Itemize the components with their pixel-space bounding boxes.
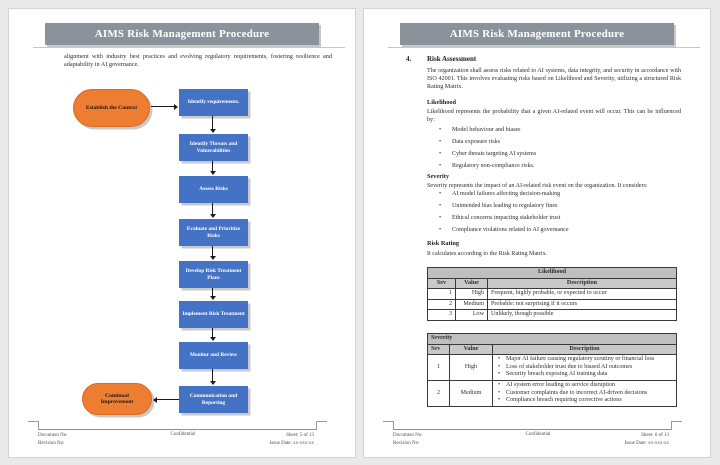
footer-confidential: Confidential	[525, 432, 551, 437]
list-item-text: Customer complaints due to incorrect AI-driven decisions	[506, 389, 648, 396]
table-row	[428, 310, 677, 321]
arrow-down-icon	[209, 369, 216, 385]
column-header-sev: Sev	[428, 344, 450, 355]
list-item-text: Regulatory non-compliance risks.	[452, 163, 535, 170]
bullet-icon: •	[498, 389, 501, 396]
arrow-down-icon	[209, 288, 216, 300]
footer-border-left	[383, 421, 394, 430]
bullet-icon: •	[439, 203, 442, 210]
list-item-text: AI model failures affecting decision-making	[452, 191, 561, 197]
cell-sev: 2	[428, 299, 456, 310]
footer-border-right	[316, 421, 327, 430]
column-header-description: Description	[493, 344, 677, 355]
footer-revision-no: Revision No:	[393, 440, 420, 446]
cell-description: Frequent, highly probable, or expected to occur	[488, 289, 677, 300]
document-page-6	[363, 8, 711, 458]
header-divider	[33, 47, 345, 48]
footer-issue-date: Issue Date: xx-xxx-xx	[269, 440, 314, 446]
list-item	[496, 397, 673, 405]
footer-issue-date: Issue Date: xx-xxx-xx	[624, 440, 669, 446]
risk-rating-heading: Risk Rating	[427, 240, 460, 247]
arrow-shaft	[212, 328, 213, 337]
likelihood-heading: Likelihood	[427, 99, 457, 106]
list-item-text: AI system error leading to service disruption	[506, 382, 615, 389]
arrow-head	[210, 296, 216, 300]
bullet-icon: •	[498, 371, 501, 378]
cell-description	[493, 355, 677, 381]
cell-sev: 1	[428, 289, 456, 300]
footer-sheet: Sheet: 6 of 13	[641, 433, 669, 438]
list-item	[439, 191, 681, 199]
bullet-icon: •	[498, 363, 501, 370]
table-row	[428, 355, 677, 381]
arrow-head	[174, 104, 178, 110]
page-header-banner: AIMS Risk Management Procedure	[45, 23, 319, 45]
list-item-text: Data exposure risks	[452, 139, 501, 146]
table-title: Severity	[428, 334, 677, 345]
bullet-icon: •	[439, 151, 442, 158]
list-item	[439, 227, 681, 235]
list-item	[496, 371, 673, 379]
bullet-icon: •	[498, 397, 501, 404]
arrow-shaft	[212, 161, 213, 171]
footer-document-no: Document No:	[393, 433, 423, 438]
bullet-icon: •	[439, 139, 442, 146]
arrow-right-icon	[151, 103, 178, 110]
list-item	[496, 382, 673, 390]
flow-step-1: Identify requirements.	[179, 89, 248, 116]
bullet-icon: •	[439, 163, 442, 170]
list-item-text: Compliance breach requiring corrective actions	[506, 397, 622, 404]
header-divider	[388, 47, 700, 48]
list-item-text: Security breach exposing AI training data	[506, 371, 608, 378]
list-item	[439, 203, 681, 211]
arrow-head	[210, 381, 216, 385]
bullet-icon: •	[439, 215, 442, 222]
arrow-head	[210, 214, 216, 218]
list-item-text: Compliance violations related to AI governance	[452, 227, 569, 234]
cell-sev: 1	[428, 355, 450, 381]
flow-step-5: Develop Risk Treatment Plans	[179, 261, 248, 288]
intro-paragraph: alignment with industry best practices and evolving regulatory requirements, fostering resilience and adaptability in AI governance.	[64, 53, 332, 69]
footer-sheet: Sheet: 5 of 13	[286, 433, 314, 438]
flow-step-3: Assess Risks	[179, 176, 248, 203]
arrow-shaft	[212, 246, 213, 256]
cell-description: Unlikely, though possible	[488, 310, 677, 321]
footer-document-no: Document No:	[38, 433, 68, 438]
list-item	[439, 151, 681, 159]
footer-sheet-info	[625, 432, 669, 447]
arrow-shaft	[212, 203, 213, 214]
arrow-head	[210, 129, 216, 133]
footer-confidential: Confidential	[170, 432, 196, 437]
arrow-down-icon	[209, 161, 216, 175]
cell-description	[493, 381, 677, 407]
list-item-text: Cyber threats targeting AI systems	[452, 151, 537, 158]
severity-heading: Severity	[427, 173, 450, 180]
footer-border-left	[28, 421, 39, 430]
list-item	[496, 356, 673, 364]
cell-value: Medium	[456, 299, 488, 310]
column-header-sev: Sev	[428, 278, 456, 289]
table-row	[428, 381, 677, 407]
list-item	[496, 364, 673, 372]
bullet-icon: •	[439, 127, 442, 133]
footer-sheet-info	[270, 432, 314, 447]
bullet-icon: •	[439, 227, 442, 234]
table-row	[428, 289, 677, 300]
cell-value: High	[450, 355, 493, 381]
arrow-shaft	[157, 399, 179, 400]
list-item	[439, 215, 681, 223]
section-title: Risk Assessment	[427, 55, 477, 63]
likelihood-lead: Likelihood represents the probability that a given AI-related event will occur. This can be influenced by:	[427, 109, 681, 124]
likelihood-bullet-list	[439, 127, 681, 175]
list-item-text: Major AI failure causing regulatory scrutiny or financial loss	[506, 356, 655, 363]
severity-lead: Severity represents the impact of an AI-related risk event on the organization. It considers:	[427, 183, 648, 189]
arrow-shaft	[212, 369, 213, 381]
bullet-icon: •	[498, 382, 501, 389]
risk-assessment-intro: The organization shall assess risks related to AI systems, data integrity, and security in accordance with ISO 42001. This involves evaluating risks based on Likelihood and Severity, utilizing a structured Risk Rating Matrix.	[427, 68, 681, 91]
cell-value: Low	[456, 310, 488, 321]
flow-step-6: Implement Risk Treatment	[179, 301, 248, 328]
cell-sev: 3	[428, 310, 456, 321]
flow-step-7: Monitor and Review	[179, 342, 248, 369]
arrow-shaft	[212, 116, 213, 129]
table-row	[428, 299, 677, 310]
flow-step-4: Evaluate and Prioritize Risks	[179, 219, 248, 246]
column-header-description: Description	[488, 278, 677, 289]
arrow-shaft	[151, 106, 174, 107]
footer-border-right	[671, 421, 682, 430]
table-title: Likelihood	[428, 268, 677, 279]
risk-rating-lead: It calculates according to the Risk Rating Matrix.	[427, 251, 548, 257]
column-header-value: Value	[456, 278, 488, 289]
document-page-5	[8, 8, 356, 458]
footer-border	[39, 429, 316, 430]
list-item	[496, 390, 673, 398]
severity-rating-table	[427, 333, 677, 407]
page-header-banner: AIMS Risk Management Procedure	[400, 23, 674, 45]
column-header-value: Value	[450, 344, 493, 355]
list-item	[439, 139, 681, 147]
footer-border	[394, 429, 671, 430]
bullet-icon: •	[439, 191, 442, 197]
cell-description: Probable: not surprising if it occurs	[488, 299, 677, 310]
arrow-down-icon	[209, 328, 216, 341]
arrow-shaft	[212, 288, 213, 296]
arrow-head	[210, 171, 216, 175]
list-item-text: Unintended bias leading to regulatory fines	[452, 203, 558, 210]
section-number: 4.	[406, 55, 412, 63]
flow-step-8: Communication and Reporting	[179, 386, 248, 413]
flow-start-oval: Establish the Context	[73, 89, 150, 127]
list-item	[439, 163, 681, 171]
list-item-text: Loss of stakeholder trust due to biased AI outcomes	[506, 363, 633, 370]
list-item-text: Ethical concerns impacting stakeholder trust	[452, 215, 561, 222]
flow-end-oval: Continual Improvement	[82, 383, 152, 415]
arrow-down-icon	[209, 116, 216, 133]
arrow-down-icon	[209, 203, 216, 218]
footer-revision-no: Revision No:	[38, 440, 65, 446]
list-item	[439, 127, 681, 135]
severity-bullet-list	[439, 191, 681, 239]
likelihood-rating-table	[427, 267, 677, 321]
list-item-text: Model behaviour and biases	[452, 127, 521, 133]
arrow-left-icon	[153, 396, 179, 403]
arrow-down-icon	[209, 246, 216, 260]
flow-step-2: Identify Threats and Vulnerabilities	[179, 134, 248, 161]
cell-value: Medium	[450, 381, 493, 407]
arrow-head	[210, 256, 216, 260]
cell-sev: 2	[428, 381, 450, 407]
cell-value: High	[456, 289, 488, 300]
arrow-head	[210, 337, 216, 341]
bullet-icon: •	[498, 356, 501, 363]
